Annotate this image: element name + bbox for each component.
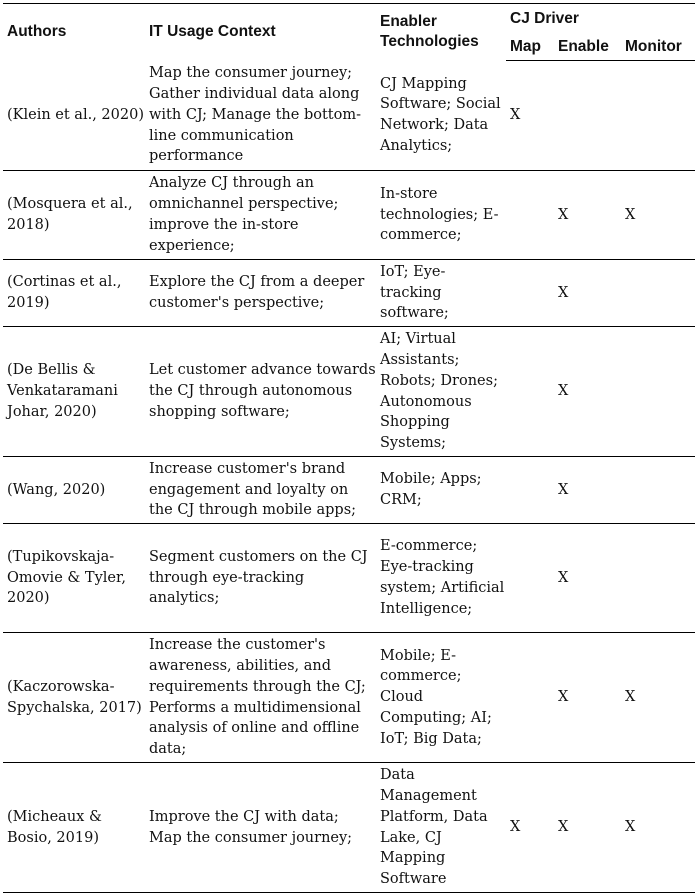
map-mark <box>506 457 554 524</box>
author-cell: (Micheaux & Bosio, 2019) <box>3 763 145 893</box>
map-mark <box>506 524 554 633</box>
author-cell: (Mosquera et al., 2018) <box>3 171 145 260</box>
technologies-cell: Data Management Platform, Data Lake, CJ Mapping Software <box>376 763 506 893</box>
header-technologies: Enabler Technologies <box>376 4 506 61</box>
technologies-cell: Mobile; Apps; CRM; <box>376 457 506 524</box>
monitor-mark <box>621 327 695 457</box>
monitor-mark <box>621 457 695 524</box>
table-row <box>3 260 695 327</box>
literature-table <box>3 3 695 893</box>
technologies-cell: In-store technologies; E-commerce; <box>376 171 506 260</box>
map-mark: X <box>506 763 554 893</box>
table-row <box>3 763 695 893</box>
author-cell: (Klein et al., 2020) <box>3 61 145 171</box>
technologies-cell: IoT; Eye-tracking software; <box>376 260 506 327</box>
header-row <box>3 4 695 35</box>
monitor-mark <box>621 524 695 633</box>
author-cell: (Kaczorowska-Spychalska, 2017) <box>3 633 145 763</box>
enable-mark: X <box>554 327 621 457</box>
context-cell: Improve the CJ with data; Map the consumer journey; <box>145 763 376 893</box>
technologies-cell: AI; Virtual Assistants; Robots; Drones; Autonomous Shopping Systems; <box>376 327 506 457</box>
table-row <box>3 524 695 633</box>
table-row <box>3 633 695 763</box>
enable-mark: X <box>554 260 621 327</box>
context-cell: Increase the customer's awareness, abilities, and requirements through the CJ; Performs a multidimensional analysis of online and offline data; <box>145 633 376 763</box>
table-row <box>3 327 695 457</box>
context-cell: Analyze CJ through an omnichannel perspective; improve the in-store experience; <box>145 171 376 260</box>
enable-mark: X <box>554 633 621 763</box>
enable-mark: X <box>554 457 621 524</box>
context-cell: Let customer advance towards the CJ through autonomous shopping software; <box>145 327 376 457</box>
header-enable: Enable <box>554 34 621 61</box>
enable-mark: X <box>554 524 621 633</box>
map-mark <box>506 260 554 327</box>
enable-mark: X <box>554 763 621 893</box>
table-row <box>3 61 695 171</box>
author-cell: (Tupikovskaja-Omovie & Tyler, 2020) <box>3 524 145 633</box>
author-cell: (Wang, 2020) <box>3 457 145 524</box>
header-map: Map <box>506 34 554 61</box>
map-mark <box>506 327 554 457</box>
technologies-cell: CJ Mapping Software; Social Network; Data Analytics; <box>376 61 506 171</box>
header-context: IT Usage Context <box>145 4 376 61</box>
context-cell: Explore the CJ from a deeper customer's perspective; <box>145 260 376 327</box>
table-row <box>3 171 695 260</box>
map-mark <box>506 633 554 763</box>
author-cell: (Cortinas et al., 2019) <box>3 260 145 327</box>
enable-mark: X <box>554 171 621 260</box>
context-cell: Map the consumer journey; Gather individual data along with CJ; Manage the bottom-line communication performance <box>145 61 376 171</box>
monitor-mark <box>621 260 695 327</box>
technologies-cell: Mobile; E-commerce; Cloud Computing; AI; IoT; Big Data; <box>376 633 506 763</box>
technologies-cell: E-commerce; Eye-tracking system; Artificial Intelligence; <box>376 524 506 633</box>
header-monitor: Monitor <box>621 34 695 61</box>
context-cell: Segment customers on the CJ through eye-tracking analytics; <box>145 524 376 633</box>
header-authors: Authors <box>3 4 145 61</box>
monitor-mark: X <box>621 171 695 260</box>
context-cell: Increase customer's brand engagement and loyalty on the CJ through mobile apps; <box>145 457 376 524</box>
table-row <box>3 457 695 524</box>
header-cj-driver: CJ Driver <box>506 4 695 35</box>
author-cell: (De Bellis & Venkataramani Johar, 2020) <box>3 327 145 457</box>
map-mark: X <box>506 61 554 171</box>
monitor-mark <box>621 61 695 171</box>
monitor-mark: X <box>621 633 695 763</box>
enable-mark <box>554 61 621 171</box>
map-mark <box>506 171 554 260</box>
monitor-mark: X <box>621 763 695 893</box>
